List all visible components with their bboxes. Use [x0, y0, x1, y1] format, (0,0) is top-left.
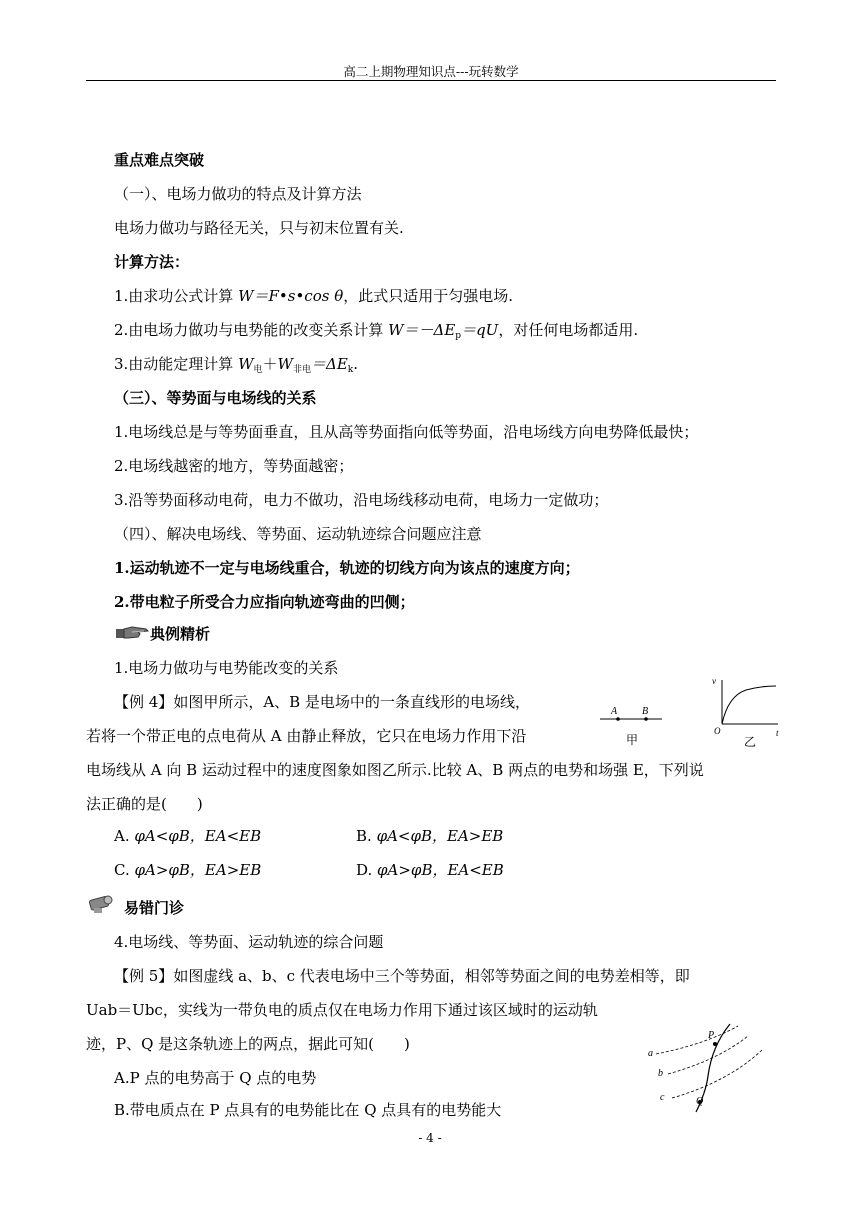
ex4-option-a [114, 826, 261, 846]
calc-method-1 [114, 286, 513, 306]
ex4-option-c [114, 860, 261, 880]
calc2-sub-p: p [455, 331, 462, 341]
part3-item-1: 1.电场线总是与等势面垂直，且从高等势面指向低等势面，沿电场线方向电势降低最快； [114, 423, 699, 441]
calc-label: 计算方法： [114, 253, 190, 271]
fig-yi-label-v: v [712, 676, 716, 686]
ex4-line-1 [114, 692, 530, 712]
ex4-option-d [356, 860, 504, 880]
ex5-option-a: A.P 点的电势高于 Q 点的电势 [114, 1069, 317, 1087]
calc-method-2 [114, 320, 638, 340]
ex4-option-d-label: D. [356, 861, 378, 879]
ex4-line-4: 法正确的是( ) [86, 795, 203, 813]
fig-ex5-label-q: Q [696, 1096, 704, 1107]
calc3-post: . [353, 355, 359, 373]
fig-ex5-label-b: b [658, 1068, 663, 1079]
velocity-curve [722, 686, 776, 724]
ex4-line-3: 电场线从 A 向 B 运动过程中的速度图象如图乙所示.比较 A、B 两点的电势和场强 E，下列说 [86, 761, 704, 779]
fig-yi-caption: 乙 [744, 735, 757, 749]
point-p-dot [713, 1042, 717, 1046]
calc2-formula-a: W＝－ΔE [388, 321, 456, 339]
equipotential-b [668, 1036, 748, 1074]
ex4-tag: 【例 4】 [114, 693, 174, 711]
point-a-dot [616, 717, 620, 721]
fig-yi-label-t: t [776, 728, 779, 738]
equipotential-c [672, 1050, 762, 1098]
calc2-post: ，对任何电场都适用. [498, 321, 639, 339]
camera-icon [88, 890, 118, 916]
ex4-option-c-label: C. [114, 861, 135, 879]
calc1-formula: W＝F•s•cos θ [238, 287, 344, 305]
calc3-w: W [238, 355, 254, 373]
part1-text: 电场力做功与路径无关，只与初末位置有关. [114, 219, 404, 237]
part3-item-3: 3.沿等势面移动电荷，电力不做功，沿电场线移动电荷，电场力一定做功； [114, 491, 609, 509]
mistakes-topic-4: 4.电场线、等势面、运动轨迹的综合问题 [114, 933, 384, 951]
calc3-pre: 3.由动能定理计算 [114, 355, 239, 373]
ex5-line-2: Uab＝Ubc，实线为一带负电的质点仅在电场力作用下通过该区域时的运动轨 [86, 1001, 598, 1019]
fig-jia-label-b: B [642, 706, 649, 717]
calc2-pre: 2.由电场力做功与电势能的改变关系计算 [114, 321, 389, 339]
part1-title: （一）、电场力做功的特点及计算方法 [114, 185, 362, 203]
ex4-option-d-text: φA>φB，EA<EB [377, 861, 504, 879]
calc3-eq: ＝ΔE [310, 355, 348, 373]
fig-ex5-label-c: c [660, 1092, 665, 1103]
ex5-line-1 [114, 966, 690, 986]
page-number: - 4 - [418, 1131, 442, 1145]
figure-yi [706, 672, 786, 752]
calc2-formula-b: ＝qU [461, 321, 499, 339]
ex4-option-b-label: B. [356, 827, 377, 845]
fig-ex5-label-a: a [648, 1048, 653, 1059]
part4-title: （四）、解决电场线、等势面、运动轨迹综合问题应注意 [114, 525, 482, 543]
figure-ex5 [646, 1020, 776, 1116]
ex4-option-b [356, 826, 503, 846]
calc1-post: ，此式只适用于匀强电场. [343, 287, 514, 305]
ex5-tag: 【例 5】 [114, 967, 174, 985]
examples-heading: 典例精析 [150, 625, 211, 643]
calc3-w2: W [277, 355, 293, 373]
example-topic-1: 1.电场力做功与电势能改变的关系 [114, 659, 339, 677]
ex4-option-b-text: φA<φB，EA>EB [376, 827, 504, 845]
mistakes-heading: 易错门诊 [124, 899, 185, 917]
header-rule [86, 80, 776, 81]
ex4-option-a-label: A. [114, 827, 135, 845]
ex5-line-3: 迹，P、Q 是这条轨迹上的两点，据此可知( ) [86, 1035, 410, 1053]
fig-jia-label-a: A [611, 706, 618, 717]
part3-title: （三）、等势面与电场线的关系 [114, 389, 317, 407]
fig-jia-caption: 甲 [626, 733, 639, 747]
ex4-option-a-text: φA<φB，EA<EB [134, 827, 262, 845]
part3-item-2: 2.电场线越密的地方，等势面越密； [114, 457, 354, 475]
page-header: 高二上期物理知识点---玩转数学 [343, 64, 519, 79]
part4-item-2: 2.带电粒子所受合力应指向轨迹弯曲的凹侧； [114, 593, 415, 611]
calc1-pre: 1.由求功公式计算 [114, 287, 239, 305]
calc3-sub-ne: 非电 [292, 365, 311, 375]
pointing-hand-icon [116, 624, 150, 640]
ex4-option-c-text: φA>φB，EA>EB [134, 861, 262, 879]
ex4-line-2: 若将一个带正电的点电荷从 A 由静止释放，它只在电场力作用下沿 [86, 727, 527, 745]
calc3-sub-e: 电 [253, 365, 263, 375]
calc-method-3 [114, 354, 358, 374]
fig-yi-label-o: O [714, 726, 721, 736]
ex5-option-b: B.带电质点在 P 点具有的电势能比在 Q 点具有的电势能大 [114, 1101, 502, 1119]
ex5-line1-text: 如图虚线 a、b、c 代表电场中三个等势面，相邻等势面之间的电势差相等，即 [173, 967, 690, 985]
part4-item-1: 1.运动轨迹不一定与电场线重合，轨迹的切线方向为该点的速度方向； [114, 559, 580, 577]
calc3-plus: ＋ [262, 355, 278, 373]
fig-ex5-label-p: P [708, 1030, 715, 1041]
ex4-line1-text: 如图甲所示，A、B 是电场中的一条直线形的电场线， [173, 693, 530, 711]
point-b-dot [644, 717, 648, 721]
calc3-sub-k: k [347, 365, 354, 375]
section-heading: 重点难点突破 [114, 151, 205, 169]
figure-jia [596, 700, 676, 748]
